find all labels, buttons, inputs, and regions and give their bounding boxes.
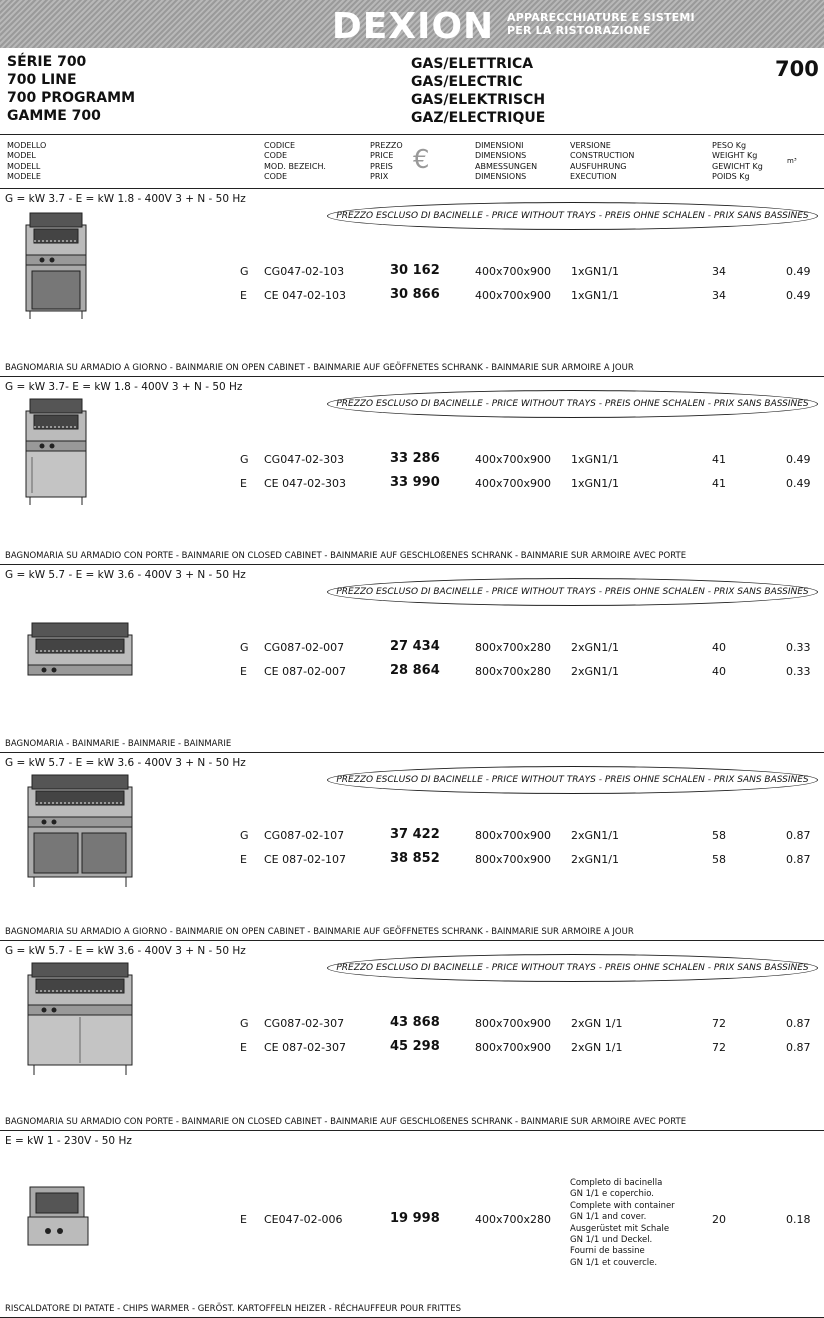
- included-line: Ausgerüstet mit Schale: [570, 1223, 670, 1234]
- product-section: [0, 753, 824, 941]
- cell-weight: 34: [712, 289, 726, 302]
- cell-code: CG087-02-307: [264, 1017, 345, 1030]
- product-caption: BAGNOMARIA SU ARMADIO A GIORNO - BAINMARIE ON OPEN CABINET - BAINMARIE AUF GEÖFFNETES SCHRANK - BAINMARIE SUR ARMOIRE A JOUR: [5, 363, 634, 373]
- fuel-line: GAZ/ELECTRIQUE: [411, 110, 546, 126]
- cell-dim: 800x700x900: [475, 1041, 552, 1054]
- series-line: 700 LINE: [7, 72, 77, 88]
- cell-dim: 800x700x900: [475, 1017, 552, 1030]
- col-text: AUSFUHRUNG: [570, 161, 627, 171]
- product-illustration: [26, 961, 136, 1081]
- cell-version: 1xGN1/1: [571, 289, 619, 302]
- price-note: PREZZO ESCLUSO DI BACINELLE - PRICE WITHOUT TRAYS - PREIS OHNE SCHALEN - PRIX SANS BASSINES: [327, 954, 818, 982]
- cell-weight: 40: [712, 641, 726, 654]
- series-title: [7, 53, 135, 125]
- cell-weight: 41: [712, 477, 726, 490]
- column-header-model: [7, 141, 46, 182]
- fuel-line: GAS/ELEKTRISCH: [411, 92, 546, 108]
- cell-weight: 41: [712, 453, 726, 466]
- logo-text: DEXION: [331, 6, 495, 45]
- fuel-line: GAS/ELETTRICA: [411, 56, 534, 72]
- cell-price: 27 434: [390, 639, 440, 654]
- cell-code: CE 047-02-103: [264, 289, 347, 302]
- cell-type: G: [240, 265, 249, 278]
- column-header-code: [264, 141, 326, 182]
- brand-banner: [0, 0, 824, 48]
- cell-weight: 20: [712, 1213, 726, 1226]
- cell-weight: 58: [712, 829, 726, 842]
- euro-icon: €: [413, 145, 430, 175]
- cell-code: CE047-02-006: [264, 1213, 343, 1226]
- cell-weight: 58: [712, 853, 726, 866]
- column-header-volume: m³: [787, 157, 797, 165]
- col-text: CONSTRUCTION: [570, 151, 635, 161]
- power-spec: G = kW 3.7 - E = kW 1.8 - 400V 3 + N - 50 Hz: [5, 193, 246, 205]
- column-header-price: [370, 141, 403, 182]
- included-line: Complete with container: [570, 1200, 675, 1211]
- col-text: CODICE: [264, 141, 296, 150]
- col-text: MODEL: [7, 151, 36, 161]
- fuel-line: GAS/ELECTRIC: [411, 74, 523, 90]
- series-line: GAMME 700: [7, 108, 101, 124]
- col-text: PESO Kg: [712, 141, 747, 150]
- col-text: DIMENSIONS: [475, 171, 527, 181]
- cell-price: 33 286: [390, 451, 440, 466]
- cell-code: CE 087-02-307: [264, 1041, 347, 1054]
- price-note: PREZZO ESCLUSO DI BACINELLE - PRICE WITHOUT TRAYS - PREIS OHNE SCHALEN - PRIX SANS BASSINES: [327, 766, 818, 794]
- cell-type: E: [240, 1041, 247, 1054]
- product-section: [0, 189, 824, 377]
- cell-code: CE 087-02-007: [264, 665, 347, 678]
- column-header-dimensions: [475, 141, 537, 182]
- series-line: SÉRIE 700: [7, 54, 87, 70]
- cell-volume: 0.49: [786, 289, 811, 302]
- cell-price: 45 298: [390, 1039, 440, 1054]
- cell-volume: 0.87: [786, 1017, 811, 1030]
- divider: [0, 134, 824, 135]
- cell-type: E: [240, 289, 247, 302]
- cell-dim: 800x700x900: [475, 853, 552, 866]
- col-text: DIMENSIONI: [475, 141, 524, 150]
- col-text: MODELE: [7, 171, 41, 181]
- cell-type: E: [240, 665, 247, 678]
- cell-volume: 0.87: [786, 853, 811, 866]
- cell-price: 43 868: [390, 1015, 440, 1030]
- col-text: EXECUTION: [570, 171, 617, 181]
- cell-dim: 800x700x280: [475, 641, 552, 654]
- cell-version: 2xGN1/1: [571, 829, 619, 842]
- cell-volume: 0.33: [786, 665, 811, 678]
- power-spec: G = kW 5.7 - E = kW 3.6 - 400V 3 + N - 50 Hz: [5, 945, 246, 957]
- cell-dim: 400x700x900: [475, 265, 552, 278]
- cell-code: CG047-02-303: [264, 453, 345, 466]
- column-header-version: [570, 141, 634, 182]
- col-text: PREIS: [370, 161, 393, 171]
- cell-version: 2xGN1/1: [571, 641, 619, 654]
- cell-weight: 72: [712, 1041, 726, 1054]
- cell-version: 2xGN1/1: [571, 665, 619, 678]
- cell-dim: 400x700x900: [475, 477, 552, 490]
- power-spec: G = kW 5.7 - E = kW 3.6 - 400V 3 + N - 50 Hz: [5, 757, 246, 769]
- cell-volume: 0.49: [786, 265, 811, 278]
- cell-code: CE 087-02-107: [264, 853, 347, 866]
- product-caption: BAGNOMARIA SU ARMADIO CON PORTE - BAINMARIE ON CLOSED CABINET - BAINMARIE AUF GESCHLOßENES SCHRANK - BAINMARIE SUR ARMOIRE AVEC PORTE: [5, 1117, 687, 1127]
- price-note: PREZZO ESCLUSO DI BACINELLE - PRICE WITHOUT TRAYS - PREIS OHNE SCHALEN - PRIX SANS BASSINES: [327, 202, 818, 230]
- col-text: GEWICHT Kg: [712, 161, 763, 171]
- cell-code: CG087-02-007: [264, 641, 345, 654]
- col-text: CODE: [264, 171, 288, 181]
- col-text: POIDS Kg: [712, 171, 750, 181]
- power-spec: E = kW 1 - 230V - 50 Hz: [5, 1135, 132, 1147]
- product-caption: BAGNOMARIA - BAINMARIE - BAINMARIE - BAINMARIE: [5, 739, 232, 749]
- col-text: PREZZO: [370, 141, 403, 150]
- product-illustration: [24, 211, 90, 325]
- col-text: PRIX: [370, 171, 389, 181]
- included-line: GN 1/1 et couvercle.: [570, 1257, 658, 1268]
- cell-volume: 0.18: [786, 1213, 811, 1226]
- product-section: [0, 377, 824, 565]
- cell-weight: 34: [712, 265, 726, 278]
- dexion-logo: [330, 5, 496, 45]
- included-line: Fourni de bassine: [570, 1246, 645, 1257]
- product-section: [0, 1131, 824, 1318]
- cell-price: 28 864: [390, 663, 440, 678]
- cell-dim: 400x700x280: [475, 1213, 552, 1226]
- cell-type: E: [240, 477, 247, 490]
- cell-weight: 40: [712, 665, 726, 678]
- price-note: PREZZO ESCLUSO DI BACINELLE - PRICE WITHOUT TRAYS - PREIS OHNE SCHALEN - PRIX SANS BASSINES: [327, 390, 818, 418]
- cell-price: 30 866: [390, 287, 440, 302]
- included-line: GN 1/1 und Deckel.: [570, 1235, 653, 1246]
- cell-price: 19 998: [390, 1211, 440, 1226]
- page-number: 700: [775, 57, 819, 81]
- cell-volume: 0.33: [786, 641, 811, 654]
- cell-volume: 0.87: [786, 829, 811, 842]
- cell-dim: 400x700x900: [475, 289, 552, 302]
- included-note: [570, 1178, 675, 1269]
- col-text: MODELL: [7, 161, 41, 171]
- cell-type: E: [240, 853, 247, 866]
- brand-tagline: [507, 11, 695, 37]
- col-text: ABMESSUNGEN: [475, 161, 538, 171]
- cell-dim: 800x700x900: [475, 829, 552, 842]
- cell-type: G: [240, 829, 249, 842]
- product-section: [0, 941, 824, 1131]
- included-line: Completo di bacinella: [570, 1178, 663, 1188]
- cell-price: 38 852: [390, 851, 440, 866]
- cell-price: 37 422: [390, 827, 440, 842]
- column-header-weight: [712, 141, 763, 182]
- cell-type: G: [240, 641, 249, 654]
- col-text: VERSIONE: [570, 141, 611, 150]
- product-illustration: [26, 621, 136, 685]
- cell-code: CE 047-02-303: [264, 477, 347, 490]
- cell-version: 2xGN 1/1: [571, 1041, 623, 1054]
- included-line: GN 1/1 and cover.: [570, 1212, 647, 1223]
- cell-price: 30 162: [390, 263, 440, 278]
- col-text: WEIGHT Kg: [712, 151, 758, 161]
- product-caption: RISCALDATORE DI PATATE - CHIPS WARMER - GERÖST. KARTOFFELN HEIZER - RÉCHAUFFEUR POUR FRITTES: [5, 1304, 462, 1314]
- col-text: MOD. BEZEICH.: [264, 161, 326, 171]
- cell-code: CG047-02-103: [264, 265, 345, 278]
- power-spec: G = kW 5.7 - E = kW 3.6 - 400V 3 + N - 50 Hz: [5, 569, 246, 581]
- cell-type: G: [240, 453, 249, 466]
- col-text: DIMENSIONS: [475, 151, 527, 161]
- cell-weight: 72: [712, 1017, 726, 1030]
- product-caption: BAGNOMARIA SU ARMADIO A GIORNO - BAINMARIE ON OPEN CABINET - BAINMARIE AUF GEÖFFNETES SCHRANK - BAINMARIE SUR ARMOIRE A JOUR: [5, 927, 634, 937]
- tagline-line-2: PER LA RISTORAZIONE: [507, 24, 651, 37]
- included-line: GN 1/1 e coperchio.: [570, 1189, 654, 1200]
- power-spec: G = kW 3.7- E = kW 1.8 - 400V 3 + N - 50 Hz: [5, 381, 243, 393]
- product-section: [0, 565, 824, 753]
- price-note: PREZZO ESCLUSO DI BACINELLE - PRICE WITHOUT TRAYS - PREIS OHNE SCHALEN - PRIX SANS BASSINES: [327, 578, 818, 606]
- cell-type: G: [240, 1017, 249, 1030]
- cell-type: E: [240, 1213, 247, 1226]
- cell-version: 2xGN1/1: [571, 853, 619, 866]
- cell-version: 1xGN1/1: [571, 265, 619, 278]
- fuel-title: [411, 55, 545, 127]
- cell-version: 1xGN1/1: [571, 477, 619, 490]
- product-caption: BAGNOMARIA SU ARMADIO CON PORTE - BAINMARIE ON CLOSED CABINET - BAINMARIE AUF GESCHLOßENES SCHRANK - BAINMARIE SUR ARMOIRE AVEC PORTE: [5, 551, 687, 561]
- cell-volume: 0.49: [786, 453, 811, 466]
- product-illustration: [24, 397, 90, 511]
- cell-price: 33 990: [390, 475, 440, 490]
- cell-volume: 0.87: [786, 1041, 811, 1054]
- series-line: 700 PROGRAMM: [7, 90, 136, 106]
- cell-dim: 400x700x900: [475, 453, 552, 466]
- col-text: MODELLO: [7, 141, 47, 150]
- product-illustration: [26, 773, 136, 893]
- cell-dim: 800x700x280: [475, 665, 552, 678]
- col-text: CODE: [264, 151, 288, 161]
- tagline-line-1: APPARECCHIATURE E SISTEMI: [507, 11, 695, 24]
- cell-version: 2xGN 1/1: [571, 1017, 623, 1030]
- cell-code: CG087-02-107: [264, 829, 345, 842]
- col-text: PRICE: [370, 151, 394, 161]
- cell-version: 1xGN1/1: [571, 453, 619, 466]
- cell-volume: 0.49: [786, 477, 811, 490]
- product-illustration: [26, 1181, 92, 1255]
